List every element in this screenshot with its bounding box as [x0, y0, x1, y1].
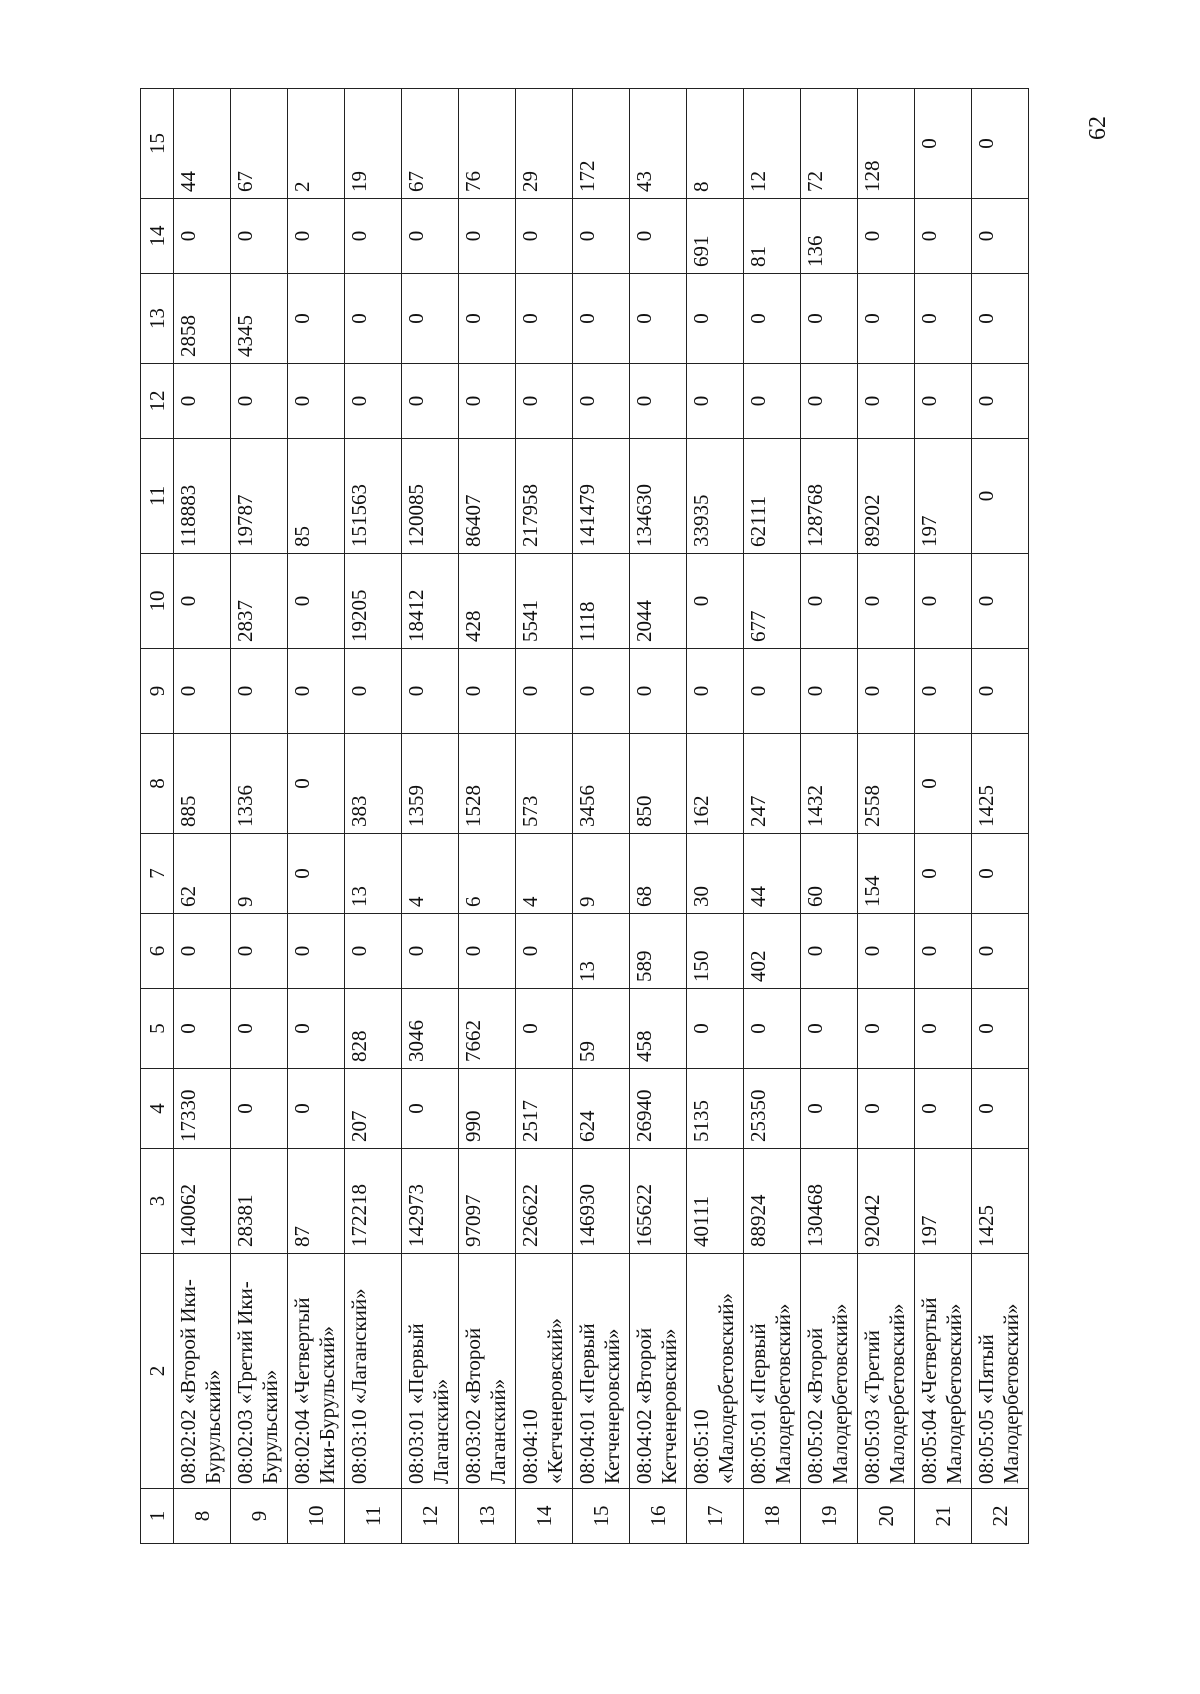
value-cell: 0	[801, 554, 858, 649]
value-cell: 0	[516, 274, 573, 364]
row-index-cell: 10	[288, 1489, 345, 1544]
column-header: 7	[141, 834, 174, 914]
value-cell: 0	[516, 649, 573, 734]
value-cell: 0	[972, 834, 1029, 914]
value-cell: 1432	[801, 734, 858, 834]
district-name-cell: 08:05:02 «Второй Малодербетовский»	[801, 1254, 858, 1489]
value-cell: 150	[687, 914, 744, 989]
value-cell: 0	[858, 989, 915, 1069]
value-cell: 140062	[174, 1149, 231, 1254]
value-cell: 0	[573, 364, 630, 439]
district-name-cell: 08:03:10 «Лаганский»	[345, 1254, 402, 1489]
table-row	[858, 89, 915, 1544]
value-cell: 5135	[687, 1069, 744, 1149]
value-cell: 458	[630, 989, 687, 1069]
value-cell: 0	[345, 274, 402, 364]
value-cell: 0	[858, 554, 915, 649]
table-row	[231, 89, 288, 1544]
value-cell: 1425	[972, 1149, 1029, 1254]
value-cell: 130468	[801, 1149, 858, 1254]
value-cell: 76	[459, 89, 516, 199]
table-body	[174, 89, 1029, 1544]
value-cell: 0	[573, 199, 630, 274]
value-cell: 6	[459, 834, 516, 914]
table-row	[972, 89, 1029, 1544]
value-cell: 2044	[630, 554, 687, 649]
column-header: 1	[141, 1489, 174, 1544]
value-cell: 97097	[459, 1149, 516, 1254]
value-cell: 9	[231, 834, 288, 914]
value-cell: 2837	[231, 554, 288, 649]
value-cell: 0	[687, 554, 744, 649]
value-cell: 17330	[174, 1069, 231, 1149]
value-cell: 19205	[345, 554, 402, 649]
value-cell: 0	[516, 989, 573, 1069]
column-header: 5	[141, 989, 174, 1069]
value-cell: 0	[288, 199, 345, 274]
district-name-cell: 08:04:02 «Второй Кетченеровский»	[630, 1254, 687, 1489]
value-cell: 40111	[687, 1149, 744, 1254]
district-name-cell: 08:03:01 «Первый Лаганский»	[402, 1254, 459, 1489]
value-cell: 0	[972, 274, 1029, 364]
value-cell: 0	[573, 274, 630, 364]
row-index-cell: 17	[687, 1489, 744, 1544]
value-cell: 151563	[345, 439, 402, 554]
row-index-cell: 11	[345, 1489, 402, 1544]
value-cell: 9	[573, 834, 630, 914]
value-cell: 128768	[801, 439, 858, 554]
value-cell: 33935	[687, 439, 744, 554]
value-cell: 136	[801, 199, 858, 274]
row-index-cell: 14	[516, 1489, 573, 1544]
rotated-table-container	[140, 89, 1023, 1544]
value-cell: 72	[801, 89, 858, 199]
value-cell: 0	[801, 364, 858, 439]
value-cell: 0	[174, 914, 231, 989]
row-index-cell: 15	[573, 1489, 630, 1544]
value-cell: 428	[459, 554, 516, 649]
value-cell: 87	[288, 1149, 345, 1254]
value-cell: 60	[801, 834, 858, 914]
value-cell: 0	[915, 554, 972, 649]
value-cell: 0	[516, 364, 573, 439]
row-index-cell: 19	[801, 1489, 858, 1544]
value-cell: 207	[345, 1069, 402, 1149]
value-cell: 44	[174, 89, 231, 199]
value-cell: 0	[858, 364, 915, 439]
value-cell: 43	[630, 89, 687, 199]
value-cell: 134630	[630, 439, 687, 554]
value-cell: 68	[630, 834, 687, 914]
value-cell: 7662	[459, 989, 516, 1069]
value-cell: 1359	[402, 734, 459, 834]
value-cell: 59	[573, 989, 630, 1069]
table-row	[402, 89, 459, 1544]
table-row	[744, 89, 801, 1544]
value-cell: 0	[630, 649, 687, 734]
value-cell: 0	[972, 554, 1029, 649]
column-header: 13	[141, 274, 174, 364]
value-cell: 0	[915, 914, 972, 989]
table-row	[459, 89, 516, 1544]
value-cell: 0	[972, 364, 1029, 439]
value-cell: 0	[459, 199, 516, 274]
value-cell: 19	[345, 89, 402, 199]
value-cell: 0	[972, 989, 1029, 1069]
value-cell: 0	[402, 1069, 459, 1149]
value-cell: 141479	[573, 439, 630, 554]
value-cell: 0	[915, 1069, 972, 1149]
table-row	[630, 89, 687, 1544]
district-name-cell: 08:02:02 «Второй Ики-Бурульский»	[174, 1254, 231, 1489]
value-cell: 0	[630, 274, 687, 364]
column-header: 11	[141, 439, 174, 554]
value-cell: 0	[231, 1069, 288, 1149]
value-cell: 13	[345, 834, 402, 914]
table-row	[915, 89, 972, 1544]
value-cell: 1336	[231, 734, 288, 834]
value-cell: 226622	[516, 1149, 573, 1254]
value-cell: 172218	[345, 1149, 402, 1254]
value-cell: 0	[915, 199, 972, 274]
value-cell: 1425	[972, 734, 1029, 834]
value-cell: 128	[858, 89, 915, 199]
district-name-cell: 08:05:01 «Первый Малодербетовский»	[744, 1254, 801, 1489]
value-cell: 0	[858, 199, 915, 274]
value-cell: 0	[915, 274, 972, 364]
value-cell: 677	[744, 554, 801, 649]
value-cell: 0	[459, 914, 516, 989]
value-cell: 0	[972, 89, 1029, 199]
column-header: 9	[141, 649, 174, 734]
table-row	[174, 89, 231, 1544]
row-index-cell: 22	[972, 1489, 1029, 1544]
value-cell: 0	[231, 364, 288, 439]
value-cell: 624	[573, 1069, 630, 1149]
value-cell: 165622	[630, 1149, 687, 1254]
table-row	[573, 89, 630, 1544]
value-cell: 86407	[459, 439, 516, 554]
value-cell: 0	[915, 89, 972, 199]
value-cell: 0	[288, 274, 345, 364]
value-cell: 28381	[231, 1149, 288, 1254]
value-cell: 0	[288, 989, 345, 1069]
value-cell: 120085	[402, 439, 459, 554]
value-cell: 573	[516, 734, 573, 834]
value-cell: 0	[630, 364, 687, 439]
value-cell: 0	[972, 199, 1029, 274]
value-cell: 0	[972, 1069, 1029, 1149]
value-cell: 0	[459, 364, 516, 439]
value-cell: 828	[345, 989, 402, 1069]
value-cell: 146930	[573, 1149, 630, 1254]
table-header-row	[141, 89, 174, 1544]
value-cell: 691	[687, 199, 744, 274]
value-cell: 62111	[744, 439, 801, 554]
value-cell: 850	[630, 734, 687, 834]
column-header: 15	[141, 89, 174, 199]
value-cell: 8	[687, 89, 744, 199]
row-index-cell: 9	[231, 1489, 288, 1544]
value-cell: 0	[231, 649, 288, 734]
value-cell: 0	[174, 989, 231, 1069]
district-name-cell: 08:03:02 «Второй Лаганский»	[459, 1254, 516, 1489]
value-cell: 142973	[402, 1149, 459, 1254]
value-cell: 0	[915, 364, 972, 439]
row-index-cell: 12	[402, 1489, 459, 1544]
value-cell: 0	[174, 649, 231, 734]
value-cell: 12	[744, 89, 801, 199]
value-cell: 247	[744, 734, 801, 834]
value-cell: 0	[345, 199, 402, 274]
row-index-cell: 20	[858, 1489, 915, 1544]
value-cell: 118883	[174, 439, 231, 554]
row-index-cell: 18	[744, 1489, 801, 1544]
value-cell: 0	[516, 199, 573, 274]
column-header: 14	[141, 199, 174, 274]
value-cell: 0	[402, 914, 459, 989]
district-name-cell: 08:02:03 «Третий Ики-Бурульский»	[231, 1254, 288, 1489]
column-header: 2	[141, 1254, 174, 1489]
district-name-cell: 08:05:10 «Малодербетовский»	[687, 1254, 744, 1489]
value-cell: 0	[288, 649, 345, 734]
value-cell: 0	[801, 649, 858, 734]
value-cell: 67	[231, 89, 288, 199]
value-cell: 0	[459, 274, 516, 364]
value-cell: 25350	[744, 1069, 801, 1149]
value-cell: 0	[858, 1069, 915, 1149]
value-cell: 26940	[630, 1069, 687, 1149]
value-cell: 0	[858, 274, 915, 364]
value-cell: 0	[744, 989, 801, 1069]
value-cell: 0	[288, 1069, 345, 1149]
value-cell: 2	[288, 89, 345, 199]
column-header: 6	[141, 914, 174, 989]
value-cell: 0	[972, 649, 1029, 734]
value-cell: 0	[573, 649, 630, 734]
value-cell: 0	[402, 649, 459, 734]
value-cell: 62	[174, 834, 231, 914]
value-cell: 3046	[402, 989, 459, 1069]
value-cell: 1118	[573, 554, 630, 649]
value-cell: 0	[459, 649, 516, 734]
value-cell: 29	[516, 89, 573, 199]
value-cell: 0	[288, 914, 345, 989]
table-row	[288, 89, 345, 1544]
value-cell: 0	[174, 199, 231, 274]
value-cell: 0	[231, 199, 288, 274]
value-cell: 92042	[858, 1149, 915, 1254]
value-cell: 0	[345, 649, 402, 734]
value-cell: 197	[915, 1149, 972, 1254]
value-cell: 0	[915, 834, 972, 914]
value-cell: 0	[687, 989, 744, 1069]
value-cell: 0	[288, 834, 345, 914]
table-row	[687, 89, 744, 1544]
value-cell: 197	[915, 439, 972, 554]
value-cell: 0	[801, 914, 858, 989]
row-index-cell: 8	[174, 1489, 231, 1544]
value-cell: 0	[915, 649, 972, 734]
value-cell: 0	[231, 914, 288, 989]
value-cell: 81	[744, 199, 801, 274]
value-cell: 0	[972, 914, 1029, 989]
value-cell: 3456	[573, 734, 630, 834]
value-cell: 0	[402, 274, 459, 364]
value-cell: 0	[801, 989, 858, 1069]
value-cell: 0	[801, 1069, 858, 1149]
value-cell: 0	[687, 364, 744, 439]
column-header: 12	[141, 364, 174, 439]
row-index-cell: 13	[459, 1489, 516, 1544]
value-cell: 402	[744, 914, 801, 989]
value-cell: 383	[345, 734, 402, 834]
value-cell: 217958	[516, 439, 573, 554]
district-name-cell: 08:04:10 «Кетченеровский»	[516, 1254, 573, 1489]
value-cell: 5541	[516, 554, 573, 649]
value-cell: 4	[402, 834, 459, 914]
value-cell: 88924	[744, 1149, 801, 1254]
value-cell: 2858	[174, 274, 231, 364]
value-cell: 4345	[231, 274, 288, 364]
value-cell: 0	[174, 554, 231, 649]
value-cell: 0	[801, 274, 858, 364]
value-cell: 4	[516, 834, 573, 914]
value-cell: 0	[345, 364, 402, 439]
value-cell: 162	[687, 734, 744, 834]
value-cell: 0	[630, 199, 687, 274]
row-index-cell: 21	[915, 1489, 972, 1544]
value-cell: 1528	[459, 734, 516, 834]
district-name-cell: 08:02:04 «Четвертый Ики-Бурульский»	[288, 1254, 345, 1489]
value-cell: 89202	[858, 439, 915, 554]
column-header: 4	[141, 1069, 174, 1149]
row-index-cell: 16	[630, 1489, 687, 1544]
value-cell: 0	[345, 914, 402, 989]
column-header: 10	[141, 554, 174, 649]
value-cell: 0	[858, 649, 915, 734]
data-table	[140, 88, 1029, 1544]
table-row	[801, 89, 858, 1544]
value-cell: 2558	[858, 734, 915, 834]
district-name-cell: 08:05:03 «Третий Малодербетовский»	[858, 1254, 915, 1489]
value-cell: 2517	[516, 1069, 573, 1149]
value-cell: 990	[459, 1069, 516, 1149]
value-cell: 0	[744, 649, 801, 734]
value-cell: 0	[687, 274, 744, 364]
value-cell: 44	[744, 834, 801, 914]
value-cell: 154	[858, 834, 915, 914]
value-cell: 18412	[402, 554, 459, 649]
value-cell: 67	[402, 89, 459, 199]
column-header: 3	[141, 1149, 174, 1254]
value-cell: 0	[402, 199, 459, 274]
value-cell: 0	[972, 439, 1029, 554]
page-number: 62	[1084, 116, 1111, 140]
table-row	[345, 89, 402, 1544]
district-name-cell: 08:05:04 «Четвертый Малодербетовский»	[915, 1254, 972, 1489]
value-cell: 0	[174, 364, 231, 439]
value-cell: 0	[915, 734, 972, 834]
value-cell: 0	[402, 364, 459, 439]
value-cell: 589	[630, 914, 687, 989]
value-cell: 0	[231, 989, 288, 1069]
value-cell: 0	[288, 364, 345, 439]
district-name-cell: 08:05:05 «Пятый Малодербетовский»	[972, 1254, 1029, 1489]
value-cell: 85	[288, 439, 345, 554]
value-cell: 0	[915, 989, 972, 1069]
value-cell: 885	[174, 734, 231, 834]
value-cell: 172	[573, 89, 630, 199]
value-cell: 19787	[231, 439, 288, 554]
value-cell: 0	[687, 649, 744, 734]
column-header: 8	[141, 734, 174, 834]
value-cell: 0	[858, 914, 915, 989]
table-row	[516, 89, 573, 1544]
value-cell: 0	[288, 554, 345, 649]
district-name-cell: 08:04:01 «Первый Кетченеровский»	[573, 1254, 630, 1489]
value-cell: 0	[288, 734, 345, 834]
value-cell: 0	[744, 274, 801, 364]
value-cell: 0	[516, 914, 573, 989]
value-cell: 13	[573, 914, 630, 989]
value-cell: 30	[687, 834, 744, 914]
value-cell: 0	[744, 364, 801, 439]
